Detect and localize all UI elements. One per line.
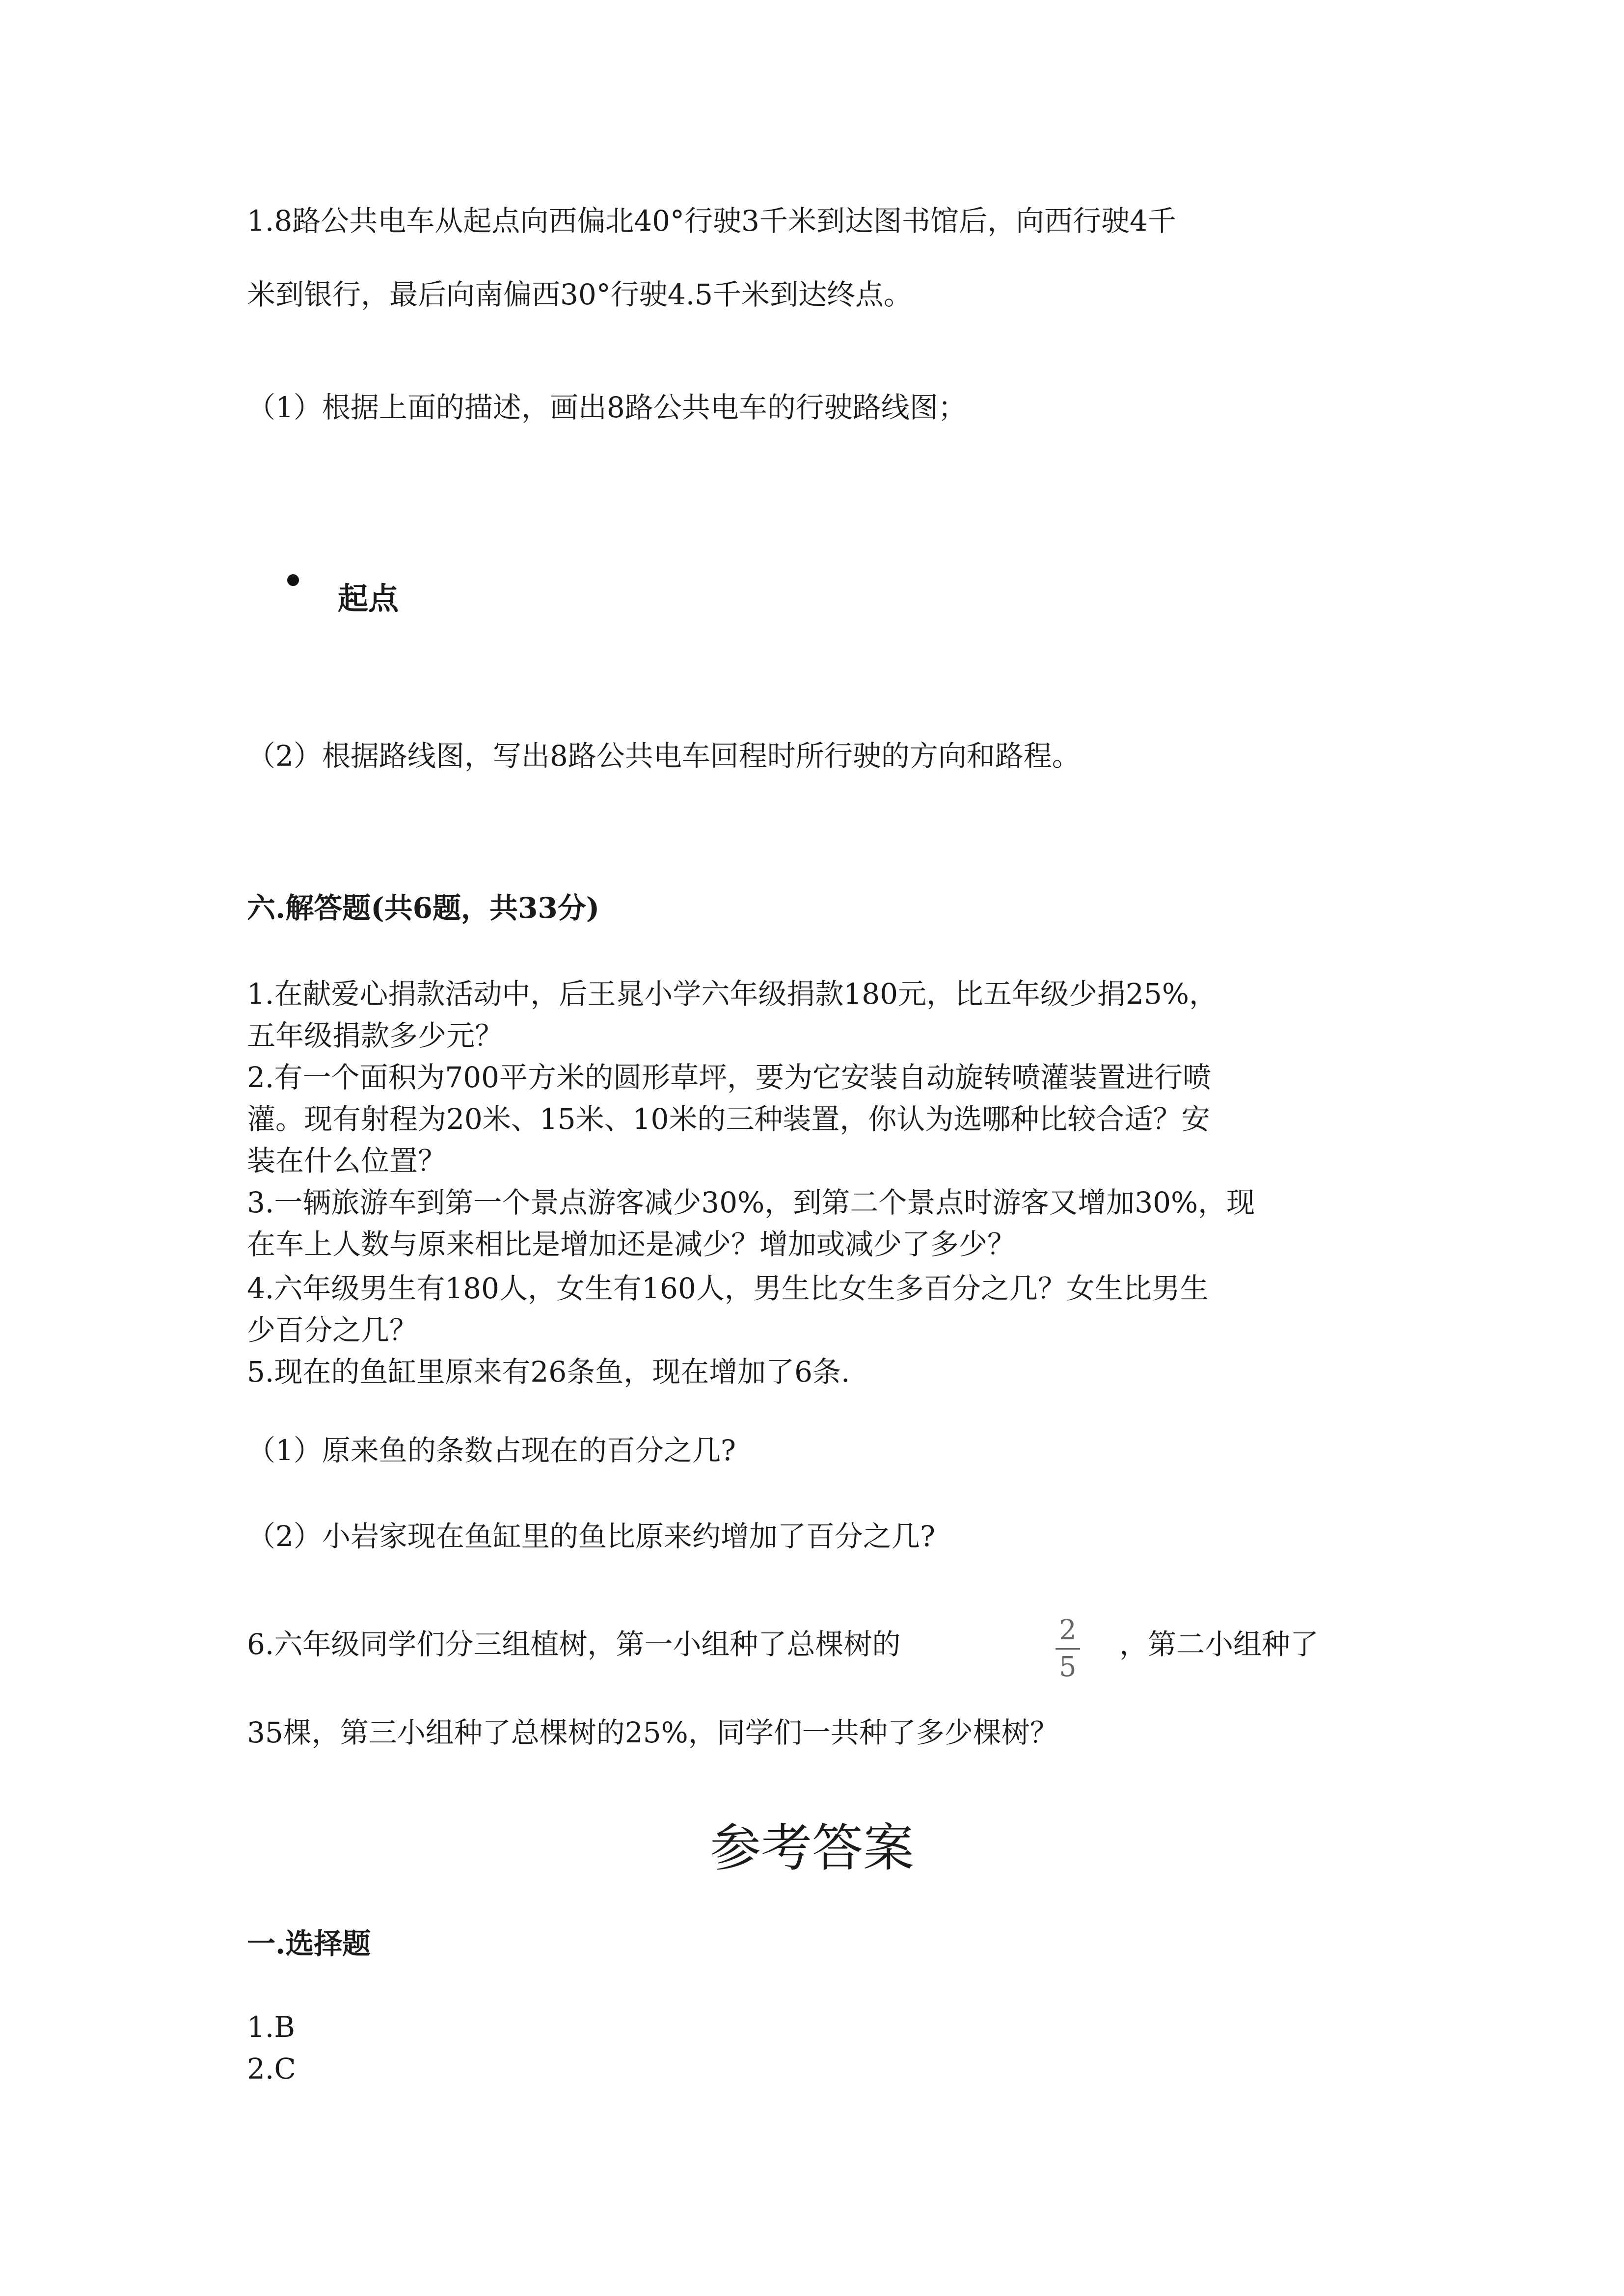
s6-line: 五年级捐款多少元？: [247, 1019, 504, 1052]
answer-item: 2.C: [247, 2052, 296, 2085]
s6-line: 3.一辆旅游车到第一个景点游客减少30%，到第二个景点时游客又增加30%，现: [247, 1186, 1255, 1219]
s6-line: 2.有一个面积为700平方米的圆形草坪，要为它安装自动旋转喷灌装置进行喷: [247, 1061, 1212, 1094]
answers-title: 参考答案: [709, 1818, 914, 1878]
answer-item: 1.B: [247, 2010, 295, 2044]
s6-q6-line-2: 35棵，第三小组种了总棵树的25%，同学们一共种了多少棵树？: [247, 1716, 1058, 1749]
section-6-heading: 六.解答题(共6题，共33分): [247, 891, 600, 925]
s6-line: 5.现在的鱼缸里原来有26条鱼，现在增加了6条.: [247, 1355, 850, 1388]
answers-section-1-heading: 一.选择题: [247, 1927, 371, 1960]
fraction-numerator: 2: [1059, 1614, 1077, 1646]
s6-line: 4.六年级男生有180人，女生有160人，男生比女生多百分之几？女生比男生: [247, 1272, 1209, 1305]
s6-q5-part-1: （1）原来鱼的条数占现在的百分之几?: [247, 1434, 736, 1467]
s6-line: 在车上人数与原来相比是增加还是减少？增加或减少了多少？: [247, 1228, 1016, 1261]
q5-part-2: （2）根据路线图，写出8路公共电车回程时所行驶的方向和路程。: [247, 739, 1081, 773]
start-point-dot: [287, 574, 299, 586]
start-point-label: 起点: [338, 581, 399, 616]
fraction-denominator: 5: [1059, 1651, 1077, 1683]
s6-q6-line-1b: ，第二小组种了: [1119, 1628, 1319, 1661]
fraction-bar: [1056, 1648, 1080, 1650]
s6-line: 灌。现有射程为20米、15米、10米的三种装置，你认为选哪种比较合适？安: [247, 1102, 1210, 1136]
s6-line: 少百分之几？: [247, 1313, 418, 1347]
q5-line-1: 1.8路公共电车从起点向西偏北40°行驶3千米到达图书馆后，向西行驶4千: [247, 204, 1176, 238]
q5-line-2: 米到银行，最后向南偏西30°行驶4.5千米到达终点。: [247, 278, 913, 311]
s6-q6-line-1a: 6.六年级同学们分三组植树，第一小组种了总棵树的: [247, 1628, 901, 1661]
s6-line: 装在什么位置？: [247, 1144, 447, 1177]
fraction-two-fifths: [1056, 1615, 1080, 1683]
s6-line: 1.在献爱心捐款活动中，后王晁小学六年级捐款180元，比五年级少捐25%，: [247, 977, 1218, 1011]
q5-part-1: （1）根据上面的描述，画出8路公共电车的行驶路线图；: [247, 391, 967, 424]
s6-q5-part-2: （2）小岩家现在鱼缸里的鱼比原来约增加了百分之几?: [247, 1520, 935, 1553]
